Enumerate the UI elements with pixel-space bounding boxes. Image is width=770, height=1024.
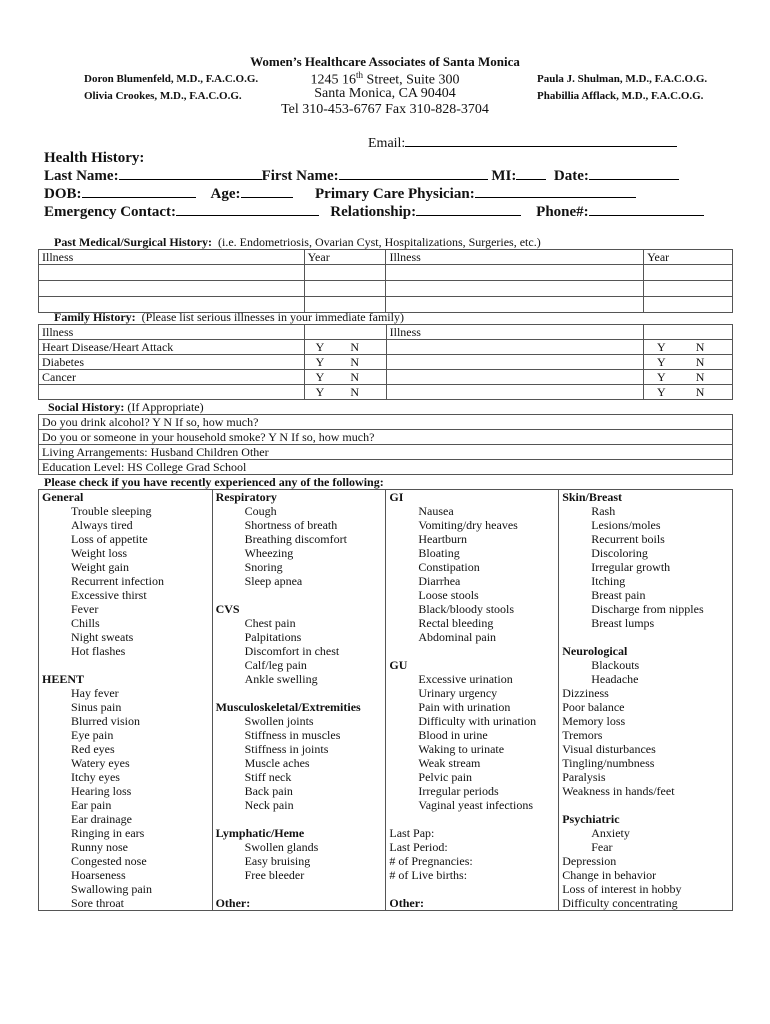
symptom-item[interactable]: Excessive urination: [386, 672, 559, 686]
symptom-item[interactable]: Tingling/numbness: [559, 756, 733, 770]
family-cell[interactable]: [386, 355, 643, 370]
past-cell[interactable]: [39, 265, 305, 281]
symptom-item[interactable]: Headache: [559, 672, 733, 686]
family-row-label[interactable]: [39, 385, 305, 400]
symptom-item[interactable]: Easy bruising: [212, 854, 386, 868]
past-history-table: [38, 249, 733, 313]
past-header-year-1: Year: [304, 250, 386, 265]
symptom-item[interactable]: Itching: [559, 574, 733, 588]
address-line-1: 1245 16th Street, Suite 300: [310, 70, 460, 88]
pcp-label: Primary Care Physician:: [315, 186, 475, 202]
symptom-item[interactable]: Difficulty concentrating: [559, 896, 733, 911]
doctor-right-2: Phabillia Afflack, M.D., F.A.C.O.G.: [537, 90, 704, 102]
symptom-item[interactable]: Black/bloody stools: [386, 602, 559, 616]
dob-row: [44, 185, 636, 203]
emergency-row: [44, 203, 704, 221]
symptom-item[interactable]: Discomfort in chest: [212, 644, 386, 658]
doctor-right-1: Paula J. Shulman, M.D., F.A.C.O.G.: [537, 73, 708, 85]
past-header-illness-2: Illness: [386, 250, 644, 265]
past-cell[interactable]: [386, 265, 644, 281]
phone-fax: Tel 310-453-6767 Fax 310-828-3704: [281, 102, 489, 117]
symptom-item[interactable]: Waking to urinate: [386, 742, 559, 756]
health-history-title: Health History:: [44, 150, 145, 166]
last-name-field[interactable]: [119, 167, 262, 180]
symptom-item[interactable]: Constipation: [386, 560, 559, 574]
symptom-blank: [386, 882, 559, 896]
family-row-label: Heart Disease/Heart Attack: [39, 340, 305, 355]
symptom-section-header: Other:: [212, 896, 386, 911]
symptom-blank: [212, 686, 386, 700]
first-name-field[interactable]: [339, 167, 488, 180]
symptom-item[interactable]: Discoloring: [559, 546, 733, 560]
symptom-item[interactable]: Blurred vision: [39, 714, 213, 728]
symptom-item[interactable]: Palpitations: [212, 630, 386, 644]
symptom-blank: [212, 882, 386, 896]
symptom-item[interactable]: Vomiting/dry heaves: [386, 518, 559, 532]
past-cell[interactable]: [644, 297, 733, 313]
phone-label: Phone#:: [536, 204, 589, 220]
symptom-item[interactable]: Itchy eyes: [39, 770, 213, 784]
family-yn[interactable]: Y N: [644, 340, 733, 355]
date-label: Date:: [553, 168, 589, 184]
practice-name: Women’s Healthcare Associates of Santa Monica: [250, 54, 520, 69]
symptom-item[interactable]: Sore throat: [39, 896, 213, 911]
symptom-item[interactable]: Stiff neck: [212, 770, 386, 784]
symptom-section-header: Musculoskeletal/Extremities: [212, 700, 386, 714]
symptom-item[interactable]: # of Pregnancies:: [386, 854, 559, 868]
family-cell[interactable]: [386, 385, 643, 400]
symptom-item[interactable]: Back pain: [212, 784, 386, 798]
symptom-item[interactable]: Stiffness in muscles: [212, 728, 386, 742]
symptom-item[interactable]: Always tired: [39, 518, 213, 532]
family-header-illness-1: Illness: [39, 325, 305, 340]
family-header-blank: [644, 325, 733, 340]
symptom-item[interactable]: Rash: [559, 504, 733, 518]
symptom-item[interactable]: Blood in urine: [386, 728, 559, 742]
social-history-title: Social History: (If Appropriate): [48, 400, 204, 414]
past-cell[interactable]: [304, 265, 386, 281]
email-label: Email:: [368, 136, 406, 151]
past-cell[interactable]: [386, 281, 644, 297]
first-name-label: First Name:: [261, 168, 339, 184]
symptom-item[interactable]: Night sweats: [39, 630, 213, 644]
symptom-item[interactable]: Paralysis: [559, 770, 733, 784]
family-yn[interactable]: Y N: [304, 370, 386, 385]
symptom-item[interactable]: Hoarseness: [39, 868, 213, 882]
past-header-illness-1: Illness: [39, 250, 305, 265]
phone-field[interactable]: [589, 203, 704, 216]
family-cell[interactable]: [386, 370, 643, 385]
symptom-item[interactable]: Calf/leg pain: [212, 658, 386, 672]
symptom-item[interactable]: Anxiety: [559, 826, 733, 840]
symptom-item[interactable]: Lesions/moles: [559, 518, 733, 532]
symptom-item[interactable]: Red eyes: [39, 742, 213, 756]
age-field[interactable]: [241, 185, 293, 198]
symptom-item[interactable]: Wheezing: [212, 546, 386, 560]
symptom-section-header: Respiratory: [212, 490, 386, 505]
family-yn[interactable]: Y N: [644, 385, 733, 400]
symptom-item[interactable]: Swallowing pain: [39, 882, 213, 896]
mi-label: MI:: [491, 168, 517, 184]
doctor-left-1: Doron Blumenfeld, M.D., F.A.C.O.G.: [84, 73, 259, 85]
symptom-item[interactable]: Runny nose: [39, 840, 213, 854]
symptom-item[interactable]: Pain with urination: [386, 700, 559, 714]
social-education[interactable]: Education Level: HS College Grad School: [39, 460, 733, 475]
social-living[interactable]: Living Arrangements: Husband Children Other: [39, 445, 733, 460]
symptom-section-header: GI: [386, 490, 559, 505]
past-cell[interactable]: [644, 281, 733, 297]
family-header-blank: [304, 325, 386, 340]
symptom-blank: [559, 798, 733, 812]
symptom-section-header: HEENT: [39, 672, 213, 686]
symptom-blank: [39, 658, 213, 672]
doctor-left-2: Olivia Crookes, M.D., F.A.C.O.G.: [84, 90, 242, 102]
symptom-item[interactable]: Weakness in hands/feet: [559, 784, 733, 798]
family-history-title: Family History: (Please list serious illnesses in your immediate family): [54, 310, 404, 324]
symptom-section-header: Other:: [386, 896, 559, 911]
symptom-item[interactable]: Recurrent infection: [39, 574, 213, 588]
email-row: [368, 134, 677, 152]
symptom-item[interactable]: Nausea: [386, 504, 559, 518]
date-field[interactable]: [589, 167, 679, 180]
symptom-item[interactable]: Breathing discomfort: [212, 532, 386, 546]
last-name-label: Last Name:: [44, 168, 119, 184]
symptom-item[interactable]: Weight loss: [39, 546, 213, 560]
symptom-item[interactable]: Memory loss: [559, 714, 733, 728]
symptom-item[interactable]: Fever: [39, 602, 213, 616]
symptom-item[interactable]: Vaginal yeast infections: [386, 798, 559, 812]
past-cell[interactable]: [644, 265, 733, 281]
past-cell[interactable]: [304, 281, 386, 297]
symptom-item[interactable]: Chest pain: [212, 616, 386, 630]
symptom-item[interactable]: Pelvic pain: [386, 770, 559, 784]
social-smoke[interactable]: Do you or someone in your household smoke? Y N If so, how much?: [39, 430, 733, 445]
past-history-title: Past Medical/Surgical History: (i.e. Endometriosis, Ovarian Cyst, Hospitalizations, Surgeries, etc.): [54, 235, 541, 249]
symptom-item[interactable]: Eye pain: [39, 728, 213, 742]
emergency-field[interactable]: [176, 203, 319, 216]
symptom-item[interactable]: Ear drainage: [39, 812, 213, 826]
symptom-section-header: GU: [386, 658, 559, 672]
symptom-item[interactable]: Discharge from nipples: [559, 602, 733, 616]
symptom-item[interactable]: Irregular growth: [559, 560, 733, 574]
symptom-section-header: CVS: [212, 602, 386, 616]
symptom-item[interactable]: Breast pain: [559, 588, 733, 602]
symptom-item[interactable]: Sleep apnea: [212, 574, 386, 588]
symptom-item[interactable]: Recurrent boils: [559, 532, 733, 546]
family-row-label: Diabetes: [39, 355, 305, 370]
symptom-item[interactable]: Loss of appetite: [39, 532, 213, 546]
symptom-section-header: Lymphatic/Heme: [212, 826, 386, 840]
family-header-illness-2: Illness: [386, 325, 643, 340]
symptom-item[interactable]: Blackouts: [559, 658, 733, 672]
symptom-item[interactable]: Irregular periods: [386, 784, 559, 798]
symptom-item[interactable]: Last Pap:: [386, 826, 559, 840]
symptom-item[interactable]: Swollen joints: [212, 714, 386, 728]
symptom-item[interactable]: Chills: [39, 616, 213, 630]
symptom-item[interactable]: Free bleeder: [212, 868, 386, 882]
past-cell[interactable]: [39, 281, 305, 297]
symptom-item[interactable]: Congested nose: [39, 854, 213, 868]
symptom-section-header: Skin/Breast: [559, 490, 733, 505]
symptom-item[interactable]: Ankle swelling: [212, 672, 386, 686]
symptom-item[interactable]: Stiffness in joints: [212, 742, 386, 756]
symptom-blank: [386, 812, 559, 826]
symptom-item[interactable]: # of Live births:: [386, 868, 559, 882]
social-alcohol[interactable]: Do you drink alcohol? Y N If so, how much?: [39, 415, 733, 430]
symptom-item[interactable]: Tremors: [559, 728, 733, 742]
symptom-item[interactable]: Neck pain: [212, 798, 386, 812]
symptom-item[interactable]: Depression: [559, 854, 733, 868]
symptom-item[interactable]: Abdominal pain: [386, 630, 559, 644]
relationship-label: Relationship:: [330, 204, 417, 220]
symptom-blank: [212, 812, 386, 826]
symptom-item[interactable]: Visual disturbances: [559, 742, 733, 756]
symptom-section-header: Psychiatric: [559, 812, 733, 826]
family-row-label: Cancer: [39, 370, 305, 385]
symptom-item[interactable]: Change in behavior: [559, 868, 733, 882]
family-yn[interactable]: Y N: [644, 355, 733, 370]
dob-label: DOB:: [44, 186, 82, 202]
family-yn[interactable]: Y N: [304, 385, 386, 400]
emergency-label: Emergency Contact:: [44, 204, 177, 220]
symptom-item[interactable]: Trouble sleeping: [39, 504, 213, 518]
symptom-item[interactable]: Dizziness: [559, 686, 733, 700]
past-cell[interactable]: [386, 297, 644, 313]
symptom-item[interactable]: Snoring: [212, 560, 386, 574]
symptom-item[interactable]: Cough: [212, 504, 386, 518]
symptom-item[interactable]: Bloating: [386, 546, 559, 560]
symptom-item[interactable]: Difficulty with urination: [386, 714, 559, 728]
symptom-item[interactable]: Fear: [559, 840, 733, 854]
symptom-item[interactable]: Heartburn: [386, 532, 559, 546]
symptom-item[interactable]: Weak stream: [386, 756, 559, 770]
symptom-item[interactable]: Rectal bleeding: [386, 616, 559, 630]
symptom-section-header: General: [39, 490, 213, 505]
pcp-field[interactable]: [475, 185, 636, 198]
symptom-item[interactable]: Urinary urgency: [386, 686, 559, 700]
symptom-item[interactable]: Poor balance: [559, 700, 733, 714]
name-row: [44, 167, 679, 185]
symptom-section-header: Neurological: [559, 644, 733, 658]
symptom-item[interactable]: Loose stools: [386, 588, 559, 602]
age-label: Age:: [210, 186, 241, 202]
symptom-item[interactable]: Sinus pain: [39, 700, 213, 714]
symptoms-table: [38, 489, 733, 911]
symptom-item[interactable]: Hot flashes: [39, 644, 213, 658]
symptom-item[interactable]: Swollen glands: [212, 840, 386, 854]
symptom-item[interactable]: Shortness of breath: [212, 518, 386, 532]
symptom-blank: [212, 588, 386, 602]
past-header-year-2: Year: [644, 250, 733, 265]
symptom-item[interactable]: Hay fever: [39, 686, 213, 700]
family-yn[interactable]: Y N: [304, 355, 386, 370]
symptoms-title: Please check if you have recently experienced any of the following:: [44, 475, 384, 489]
address-line-2: Santa Monica, CA 90404: [314, 86, 456, 101]
symptom-item[interactable]: Diarrhea: [386, 574, 559, 588]
symptom-item[interactable]: Excessive thirst: [39, 588, 213, 602]
symptom-item[interactable]: Ringing in ears: [39, 826, 213, 840]
family-cell[interactable]: [386, 340, 643, 355]
family-yn[interactable]: Y N: [644, 370, 733, 385]
symptom-item[interactable]: Ear pain: [39, 798, 213, 812]
symptom-item[interactable]: Hearing loss: [39, 784, 213, 798]
symptom-blank: [386, 644, 559, 658]
family-history-table: [38, 324, 733, 400]
symptom-blank: [559, 630, 733, 644]
dob-field[interactable]: [82, 185, 196, 198]
symptom-item[interactable]: Last Period:: [386, 840, 559, 854]
symptom-item[interactable]: Watery eyes: [39, 756, 213, 770]
relationship-field[interactable]: [416, 203, 521, 216]
symptom-item[interactable]: Muscle aches: [212, 756, 386, 770]
family-yn[interactable]: Y N: [304, 340, 386, 355]
symptom-item[interactable]: Weight gain: [39, 560, 213, 574]
symptom-item[interactable]: Loss of interest in hobby: [559, 882, 733, 896]
symptom-item[interactable]: Breast lumps: [559, 616, 733, 630]
email-field[interactable]: [405, 134, 677, 147]
social-history-table: [38, 414, 733, 475]
mi-field[interactable]: [516, 167, 546, 180]
